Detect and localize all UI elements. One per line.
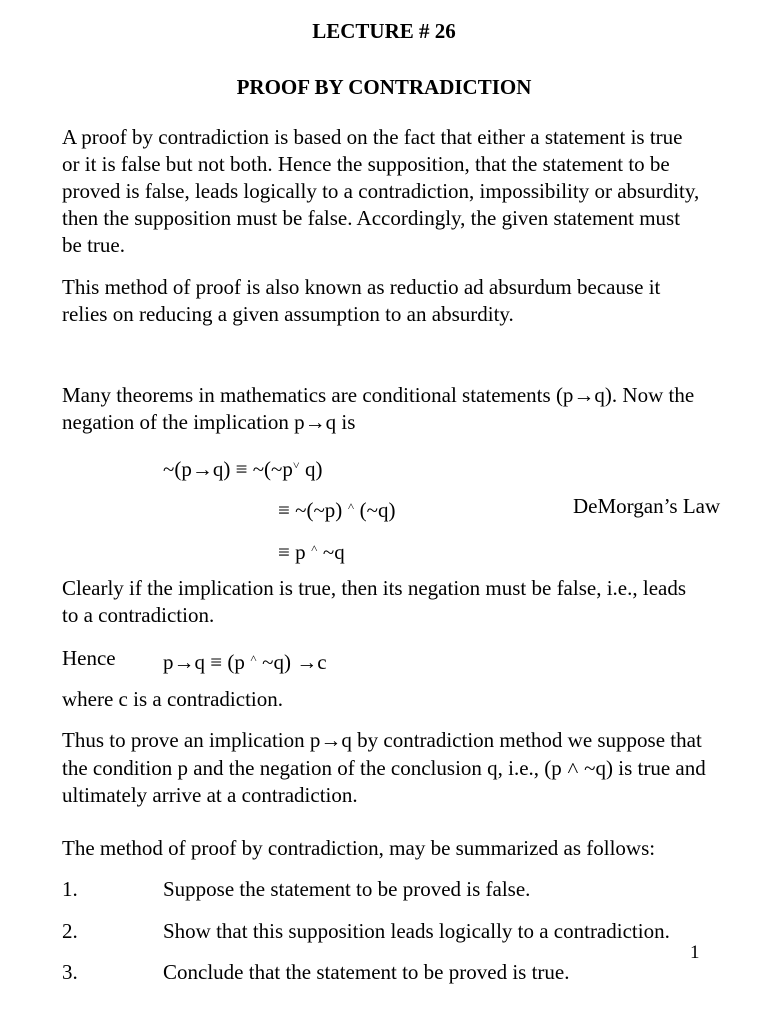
hence-label: Hence — [62, 646, 116, 670]
paragraph-line: or it is false but not both. Hence the supposition, that the statement to be — [62, 152, 670, 176]
paragraph-line: relies on reducing a given assumption to an absurdity. — [62, 302, 514, 326]
summary-intro: The method of proof by contradiction, may be summarized as follows: — [62, 836, 656, 860]
paragraph-line: Clearly if the implication is true, then its negation must be false, i.e., leads — [62, 576, 687, 600]
and-symbol: ˄ — [347, 499, 355, 513]
paragraph-line: ultimately arrive at a contradiction. — [62, 783, 358, 807]
hence-formula — [163, 645, 327, 676]
step-text: Show that this supposition leads logically to a contradiction. — [163, 919, 670, 943]
step-number: 1. — [62, 877, 78, 901]
section-title: PROOF BY CONTRADICTION — [236, 75, 532, 99]
formula-text: q) — [299, 457, 323, 481]
paragraph-line: be true. — [62, 233, 125, 257]
derivation-line-2 — [278, 493, 395, 524]
or-symbol: ˅ — [292, 458, 300, 472]
formula-text: ~(p→q) ≡ ~(~p — [163, 457, 293, 481]
paragraph-line: Many theorems in mathematics are conditional statements (p→q). Now the — [62, 383, 695, 407]
paragraph-line: This method of proof is also known as reductio ad absurdum because it — [62, 275, 661, 299]
where-line: where c is a contradiction. — [62, 687, 283, 711]
and-symbol: ˄ — [310, 541, 318, 555]
paragraph-line: the condition p and the negation of the conclusion q, i.e., (p ˄ ~q) is true and — [62, 756, 706, 780]
derivation-line-3 — [278, 535, 345, 566]
paragraph-line: Thus to prove an implication p→q by contradiction method we suppose that — [62, 728, 702, 752]
paragraph-line: to a contradiction. — [62, 603, 215, 627]
step-text: Conclude that the statement to be proved is true. — [163, 960, 570, 984]
formula-text: (~q) — [354, 498, 396, 522]
step-text: Suppose the statement to be proved is false. — [163, 877, 531, 901]
law-note: DeMorgan’s Law — [573, 494, 721, 518]
paragraph-line: then the supposition must be false. Accordingly, the given statement must — [62, 206, 681, 230]
paragraph-line: A proof by contradiction is based on the fact that either a statement is true — [62, 125, 683, 149]
and-symbol: ˄ — [250, 651, 257, 665]
step-number: 2. — [62, 919, 78, 943]
formula-text: ≡ p — [278, 540, 311, 564]
derivation-line-1 — [163, 452, 322, 483]
step-number: 3. — [62, 960, 78, 984]
paragraph-line: proved is false, leads logically to a contradiction, impossibility or absurdity, — [62, 179, 700, 203]
formula-text: ≡ ~(~p) — [278, 498, 348, 522]
formula-text: ~q — [317, 540, 345, 564]
paragraph-line: negation of the implication p→q is — [62, 410, 356, 434]
formula-text: ~q) →c — [256, 650, 327, 674]
page-number: 1 — [690, 942, 700, 963]
formula-text: p→q ≡ (p — [163, 650, 251, 674]
lecture-heading: LECTURE # 26 — [312, 19, 456, 43]
